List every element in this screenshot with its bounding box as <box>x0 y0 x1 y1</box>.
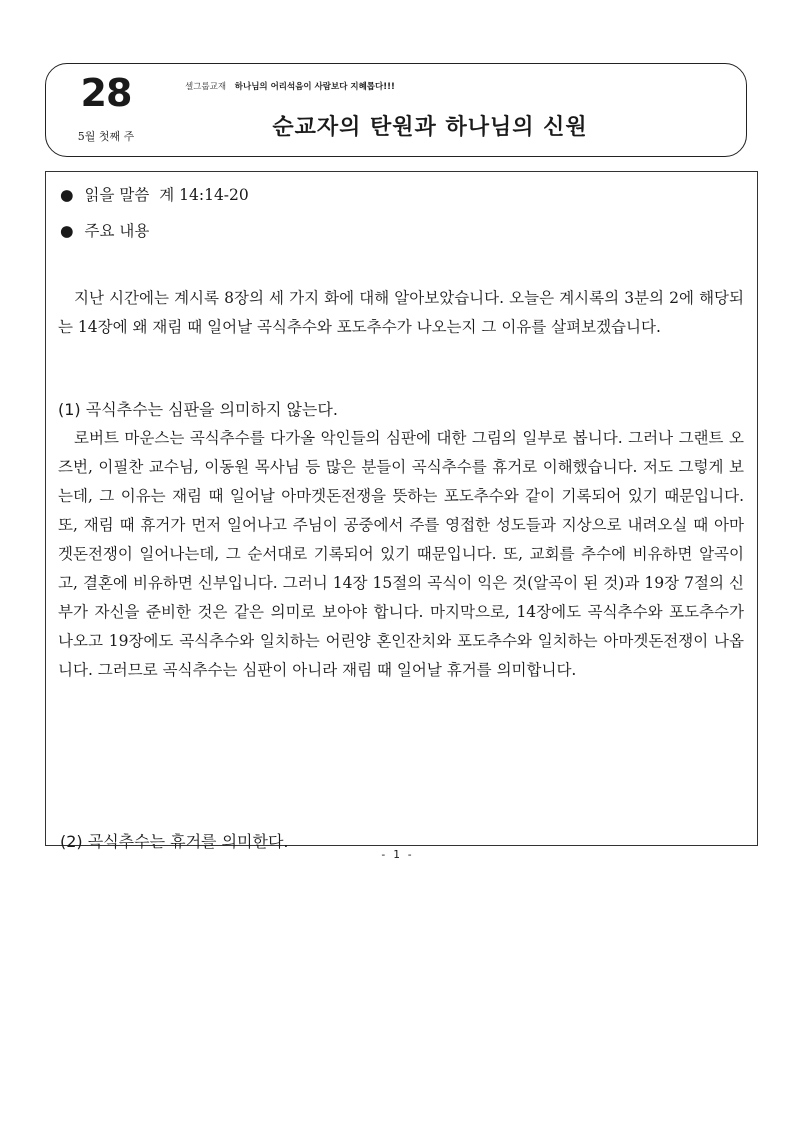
bullet-icon: ● <box>60 186 74 204</box>
intro-paragraph: 지난 시간에는 계시록 8장의 세 가지 화에 대해 알아보았습니다. 오늘은 계시록의 3분의 2에 해당되는 14장에 왜 재림 때 일어날 곡식추수와 포도추수가 나오는지 그 이유를 살펴보겠습니다. <box>58 289 744 336</box>
section2-heading-text: (2) 곡식추수는 휴거를 의미한다. <box>60 832 289 851</box>
page-number: - 1 - <box>379 848 414 861</box>
section1-heading: (1) 곡식추수는 심판을 의미하지 않는다. <box>58 400 338 419</box>
reading-line <box>60 183 249 205</box>
series-title: 하나님의 어리석음이 사람보다 지혜롭다!!! <box>234 82 395 92</box>
series-line <box>185 80 395 92</box>
bullet-icon: ● <box>60 222 74 240</box>
page-title: 순교자의 탄원과 하나님의 신원 <box>272 115 588 140</box>
lesson-week: 5월 첫째 주 <box>77 130 135 143</box>
section1-body: 로버트 마운스는 곡식추수를 다가올 악인들의 심판에 대한 그림의 일부로 봅니다. 그러나 그랜트 오즈번, 이필찬 교수님, 이동원 목사님 등 많은 분들이 곡식추수를 휴거로 이해했습니다. 저도 그렇게 보는데, 그 이유는 재림 때 일어날 아마겟돈전쟁을 뜻하는 포도추수와 같이 기록되어 있기 때문입니다. 또, 재림 때 휴거가 먼저 일어나고 주님이 공중에서 주를 영접한 성도들과 지상으로 내려오실 때 아마겟돈전쟁이 일어나는데, 그 순서대로 기록되어 있기 때문입니다. 또, 교회를 추수에 비유하면 알곡이고, 결혼에 비유하면 신부입니다. 그러니 14장 15절의 곡식이 익은 것(알곡이 된 것)과 19장 7절의 신부가 자신을 준비한 것은 같은 의미로 보아야 합니다. 마지막으로, 14장에도 곡식추수와 포도추수가 나오고 19장에도 곡식추수와 일치하는 어린양 혼인잔치와 포도추수와 일치하는 아마겟돈전쟁이 나옵니다. 그러므로 곡식추수는 심판이 아니라 재림 때 일어날 휴거를 의미합니다. <box>58 429 744 679</box>
summary-line <box>60 219 149 241</box>
series-label: 셀그룹교재 <box>185 82 227 92</box>
reading-label: 읽을 말씀 <box>84 186 150 204</box>
reading-reference: 계 14:14-20 <box>159 186 249 204</box>
lesson-number: 28 <box>80 71 132 115</box>
summary-label: 주요 내용 <box>84 222 150 240</box>
